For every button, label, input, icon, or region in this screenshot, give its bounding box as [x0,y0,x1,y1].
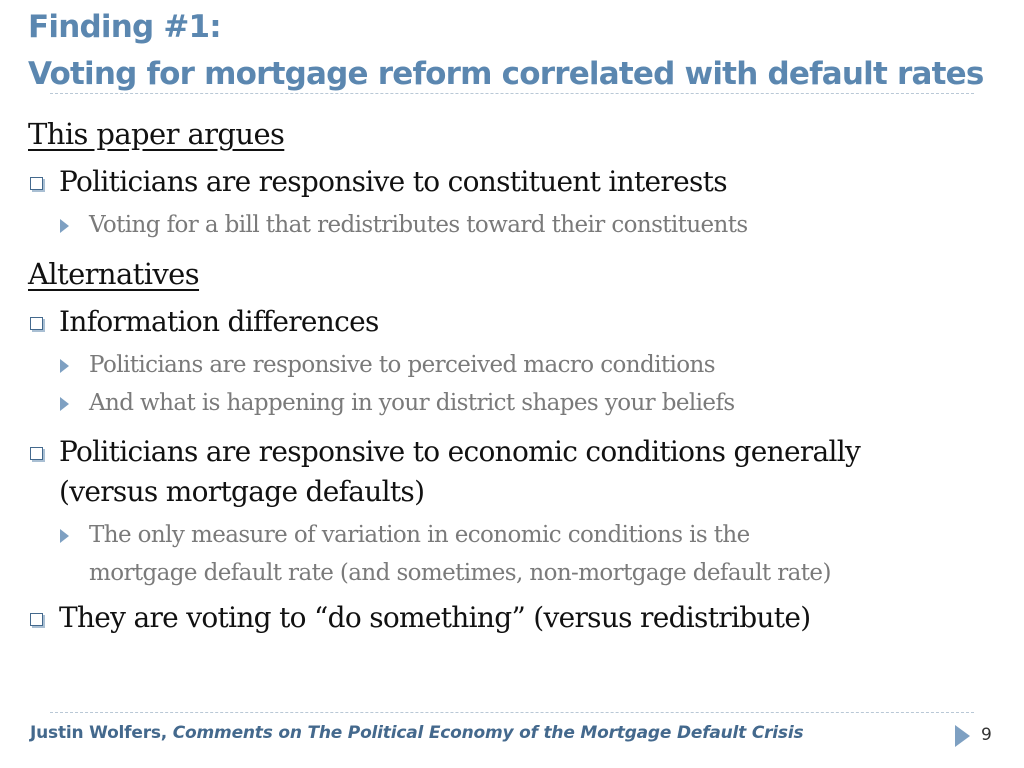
title-line-2: Voting for mortgage reform correlated with default rates [28,56,984,92]
footer-author: Justin Wolfers, [30,723,168,743]
sub-bullet-text: And what is happening in your district shapes your beliefs [89,390,735,416]
slide-title [28,4,1008,98]
bullet-economic-conditions [28,432,1018,512]
bullet-text: Politicians are responsive to constituent interests [59,165,727,198]
sub-bullet-redistributes [28,206,1018,244]
sub-bullet-text: Voting for a bill that redistributes toward their constituents [89,212,748,238]
sub-bullet-macro-conditions [28,346,1018,384]
triangle-arrow-icon [60,219,69,233]
triangle-arrow-icon [60,397,69,411]
section-heading-this-paper-argues: This paper argues [28,117,285,151]
bullet-text: They are voting to “do something” (versus redistribute) [59,601,811,634]
bullet-responsive-to-constituents [28,162,1018,202]
footer [30,723,803,743]
page-number: 9 [981,725,992,745]
checkbox-square-icon [30,447,43,460]
bullet-text-line-2: (versus mortgage defaults) [59,475,425,508]
footer-divider [50,712,974,713]
triangle-arrow-icon [955,725,970,747]
checkbox-square-icon [30,317,43,330]
sub-bullet-text-line-1: The only measure of variation in economic conditions is the [89,522,750,548]
slide-body [28,110,1018,642]
section-heading-alternatives: Alternatives [28,257,200,291]
sub-bullet-district-beliefs [28,384,1018,422]
checkbox-square-icon [30,177,43,190]
bullet-text-line-1: Politicians are responsive to economic conditions generally [59,435,861,468]
footer-talk-title: Comments on The Political Economy of the Mortgage Default Crisis [172,723,804,743]
checkbox-square-icon [30,613,43,626]
title-line-1: Finding #1: [28,9,221,45]
sub-bullet-text: Politicians are responsive to perceived macro conditions [89,352,715,378]
bullet-do-something [28,598,1018,638]
bullet-text: Information differences [59,305,379,338]
sub-bullet-text-line-2: mortgage default rate (and sometimes, non-mortgage default rate) [89,560,831,586]
bullet-information-differences [28,302,1018,342]
triangle-arrow-icon [60,529,69,543]
sub-bullet-variation-measure [28,516,1018,592]
title-divider [50,93,974,94]
triangle-arrow-icon [60,359,69,373]
